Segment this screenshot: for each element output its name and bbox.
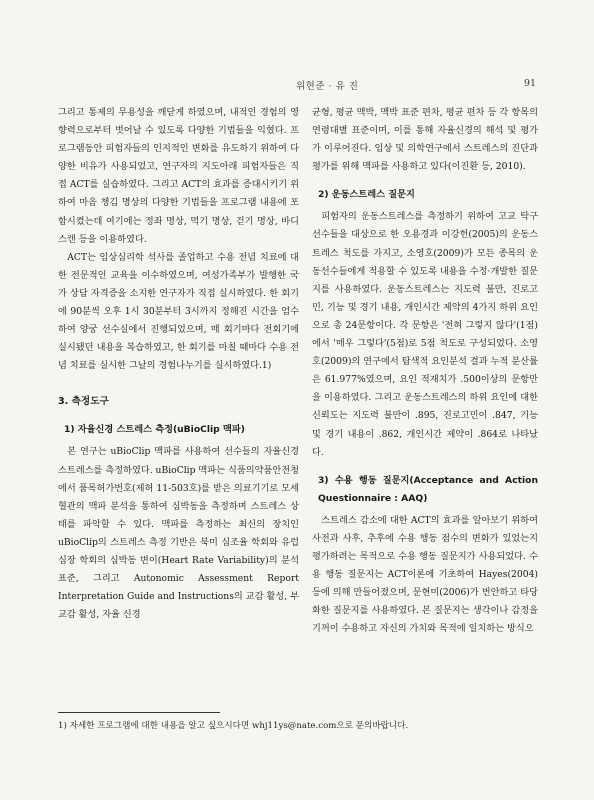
paragraph: 피험자의 운동스트레스를 측정하기 위하여 고교 탁구 선수들을 대상으로 한 오용경과 이강헌(2005)의 운동스트레스 척도를 가지고, 소영호(2009)가 모든 종목의 운동선수들에게 적용할 수 있도록 내용을 수정·개발한 질문지를 사용하였다. 운동스트레스는 지도력 불만, 진로고민, 기능 및 경기 내용, 개인시간 제약의 4가지 하위 요인으로 총 24문항이다. 각 문항은 '전혀 그렇지 않다'(1점)에서 '매우 그렇다'(5점)로 5점 척도로 구성되었다. 소영호(2009)의 연구에서 탐색적 요인분석 결과 누적 분산률은 61.977%였으며, 요인 적재치가 .500이상의 문항만을 이용하였다. 그리고 운동스트레스의 하위 요인에 대한 신뢰도는 지도력 불만이 .895, 진로고민이 .847, 기능 및 경기 내용이 .862, 개인시간 제약이 .864로 나타났다. — [312, 211, 538, 458]
section-heading: 3. 측정도구 — [58, 396, 109, 408]
footnote-divider — [58, 712, 220, 713]
running-head-authors: 위현준 · 유 진 — [296, 81, 359, 92]
footnote: 1) 자세한 프로그램에 대한 내용을 알고 싶으시다면 whj11ys@nate.com으로 문의바랍니다. — [58, 721, 409, 731]
page-number: 91 — [524, 78, 537, 89]
right-column — [312, 104, 538, 638]
page-header — [0, 78, 594, 92]
paragraph: 그리고 통제의 무용성을 깨닫게 하였으며, 내적인 경험의 영향력으로부터 벗어날 수 있도록 다양한 기법들을 익혔다. 프로그램동안 피험자들의 인지적인 변화를 유도하기 위하여 다양한 비유가 사용되었고, 연구자의 지도아래 피험자들은 직접 ACT를 실습하였다. 그리고 ACT의 효과를 증대시키기 위하여 마음 챙김 명상의 다양한 기법들을 프로그램 내용에 포함시켰는데 여기에는 정좌 명상, 먹기 명상, 걷기 명상, 바디스캔 등을 이용하였다. — [58, 107, 299, 245]
paragraph: 스트레스 감소에 대한 ACT의 효과를 알아보기 위하여 사전과 사후, 추후에 수용 행동 점수의 변화가 있었는지 평가하려는 목적으로 수용 행동 질문지가 사용되었다. 수용 행동 질문지는 ACT이론에 기초하여 Hayes(2004) 등에 의해 만들어졌으며, 문현미(2006)가 번안하고 타당화한 질문지를 사용하였다. 본 질문지는 생각이나 감정을 기꺼이 수용하고 자신의 가치와 목적에 일치하는 방식으 — [312, 514, 538, 635]
subsection-heading: 1) 자율신경 스트레스 측정(uBioClip 맥파) — [64, 424, 245, 436]
paragraph: ACT는 임상심리학 석사를 졸업하고 수용 전념 치료에 대한 전문적인 교육을 이수하였으며, 여성가족부가 발행한 국가 상담 자격증을 소지한 연구자가 직접 실시하였다. 한 회기에 90분씩 오후 1시 30분부터 3시까지 정해진 시간을 엄수하여 양궁 선수실에서 진행되었으며, 매 회기마다 전회기에 실시됐던 내용을 복습하였고, 한 회기를 마칠 때마다 수용 전념 치료를 실시한 그날의 경험나누기를 실시하였다.1) — [58, 251, 299, 372]
paragraph: 균형, 평균 맥박, 맥박 표준 편차, 평균 편차 등 각 항목의 연령대별 표준이며, 이를 통해 자율신경의 해석 및 평가가 이루어진다. 임상 및 의학연구에서 스트레스의 진단과 평가를 위해 맥파를 사용하고 있다(이진환 등, 2010). — [312, 107, 538, 173]
paragraph: 본 연구는 uBioClip 맥파를 사용하여 선수들의 자율신경 스트레스를 측정하였다. uBioClip 맥파는 식품의약품안전청에서 품목허가번호(제허 11-503호)를 받은 의료기기로 모세혈관의 맥파 분석을 통하여 심박동을 측정하며 스트레스 상태를 파악할 수 있다. 맥파를 측정하는 최신의 장치인 uBioClip의 스트레스 측정 기반은 북미 심조율 학회와 유럽 심장 학회의 심박동 변이(Heart Rate Variability)의 분석표준, 그리고 Autonomic Assessment Report Interpretation Guide and Instructions의 교감 활성, 부교감 활성, 자율 신경 — [58, 446, 299, 621]
left-column — [58, 104, 299, 624]
subsection-heading: 2) 운동스트레스 질문지 — [318, 189, 415, 201]
subsection-heading: 3) 수용 행동 질문지(Acceptance and Action Questionnaire : AAQ) — [318, 474, 538, 504]
